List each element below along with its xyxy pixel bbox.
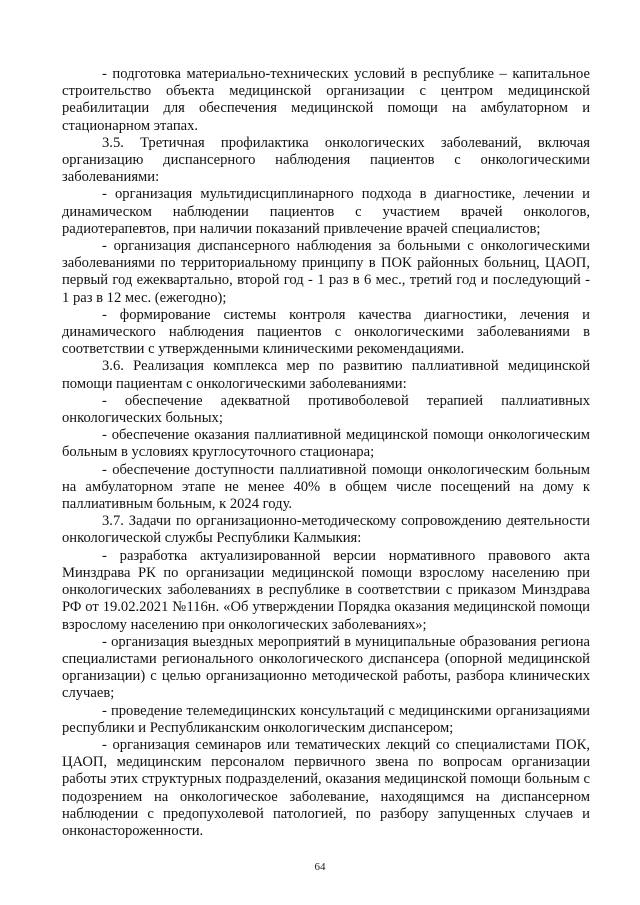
paragraph-section-3-7: 3.7. Задачи по организационно-методическому сопровождению деятельности онкологической службы Республики Калмыкия:	[62, 513, 590, 547]
page-number: 64	[314, 861, 326, 873]
paragraph-field-visits: - организация выездных мероприятий в муниципальные образования региона специалистами регионального онкологического диспансера (опорной медицинской организации) с целью организационно методической работы, разбора клинических случаев;	[62, 633, 590, 702]
paragraph-pain-therapy: - обеспечение адекватной противоболевой терапией паллиативных онкологических больных;	[62, 392, 590, 427]
paragraph-multidisciplinary: - организация мультидисциплинарного подхода в диагностике, лечении и динамическом наблюдении пациентов с участием врачей онкологов, радиотерапевтов, при наличии показаний привлечение врачей специалистов;	[62, 186, 590, 237]
paragraph-quality-control: - формирование системы контроля качества диагностики, лечения и динамического наблюдения пациентов с онкологическими заболеваниями в соответствии с утвержденными клиническими рекомендациями.	[62, 306, 590, 358]
paragraph-normative-act: - разработка актуализированной версии нормативного правового акта Минздрава РК по организации медицинской помощи взрослому населению при онкологических заболеваниях в республике в соответствии с приказом Минздрава РФ от 19.02.2021 №116н. «Об утверждении Порядка оказания медицинской помощи взрослому населению при онкологических заболеваниях»;	[62, 547, 590, 633]
paragraph-telemedicine: - проведение телемедицинских консультаций с медицинскими организациями республики и Республиканским онкологическим диспансером;	[62, 702, 590, 736]
paragraph-palliative-outpatient: - обеспечение доступности паллиативной помощи онкологическим больным на амбулаторном этапе не менее 40% в общем числе посещений на дому к паллиативным больным, к 2024 году.	[62, 461, 590, 513]
paragraph-seminars: - организация семинаров или тематических лекций со специалистами ПОК, ЦАОП, медицинским персоналом первичного звена по вопросам организации работы этих структурных подразделений, оказания медицинской помощи больным с подозрением на онкологическое заболевание, находящимся на диспансерном наблюдении с предопухолевой патологией, по разбору запущенных случаев и онконастороженности.	[62, 736, 590, 839]
paragraph-section-3-6: 3.6. Реализация комплекса мер по развитию паллиативной медицинской помощи пациентам с онкологическими заболеваниями:	[62, 358, 590, 392]
paragraph-palliative-inpatient: - обеспечение оказания паллиативной медицинской помощи онкологическим больным в условиях круглосуточного стационара;	[62, 427, 590, 461]
document-page	[62, 66, 590, 840]
paragraph-dispensary-observation: - организация диспансерного наблюдения за больными с онкологическими заболеваниями по территориальному принципу в ПОК районных больниц, ЦАОП, первый год ежеквартально, второй год - 1 раз в 6 мес., третий год и последующий - 1 раз в 12 мес. (ежегодно);	[62, 238, 590, 306]
paragraph-section-3-5: 3.5. Третичная профилактика онкологических заболеваний, включая организацию диспансерного наблюдения пациентов с онкологическими заболеваниями:	[62, 134, 590, 186]
paragraph-material-conditions: - подготовка материально-технических условий в республике – капитальное строительство объекта медицинской организации с центром медицинской реабилитации для обеспечения медицинской помощи на амбулаторном и стационарном этапах.	[62, 66, 590, 134]
